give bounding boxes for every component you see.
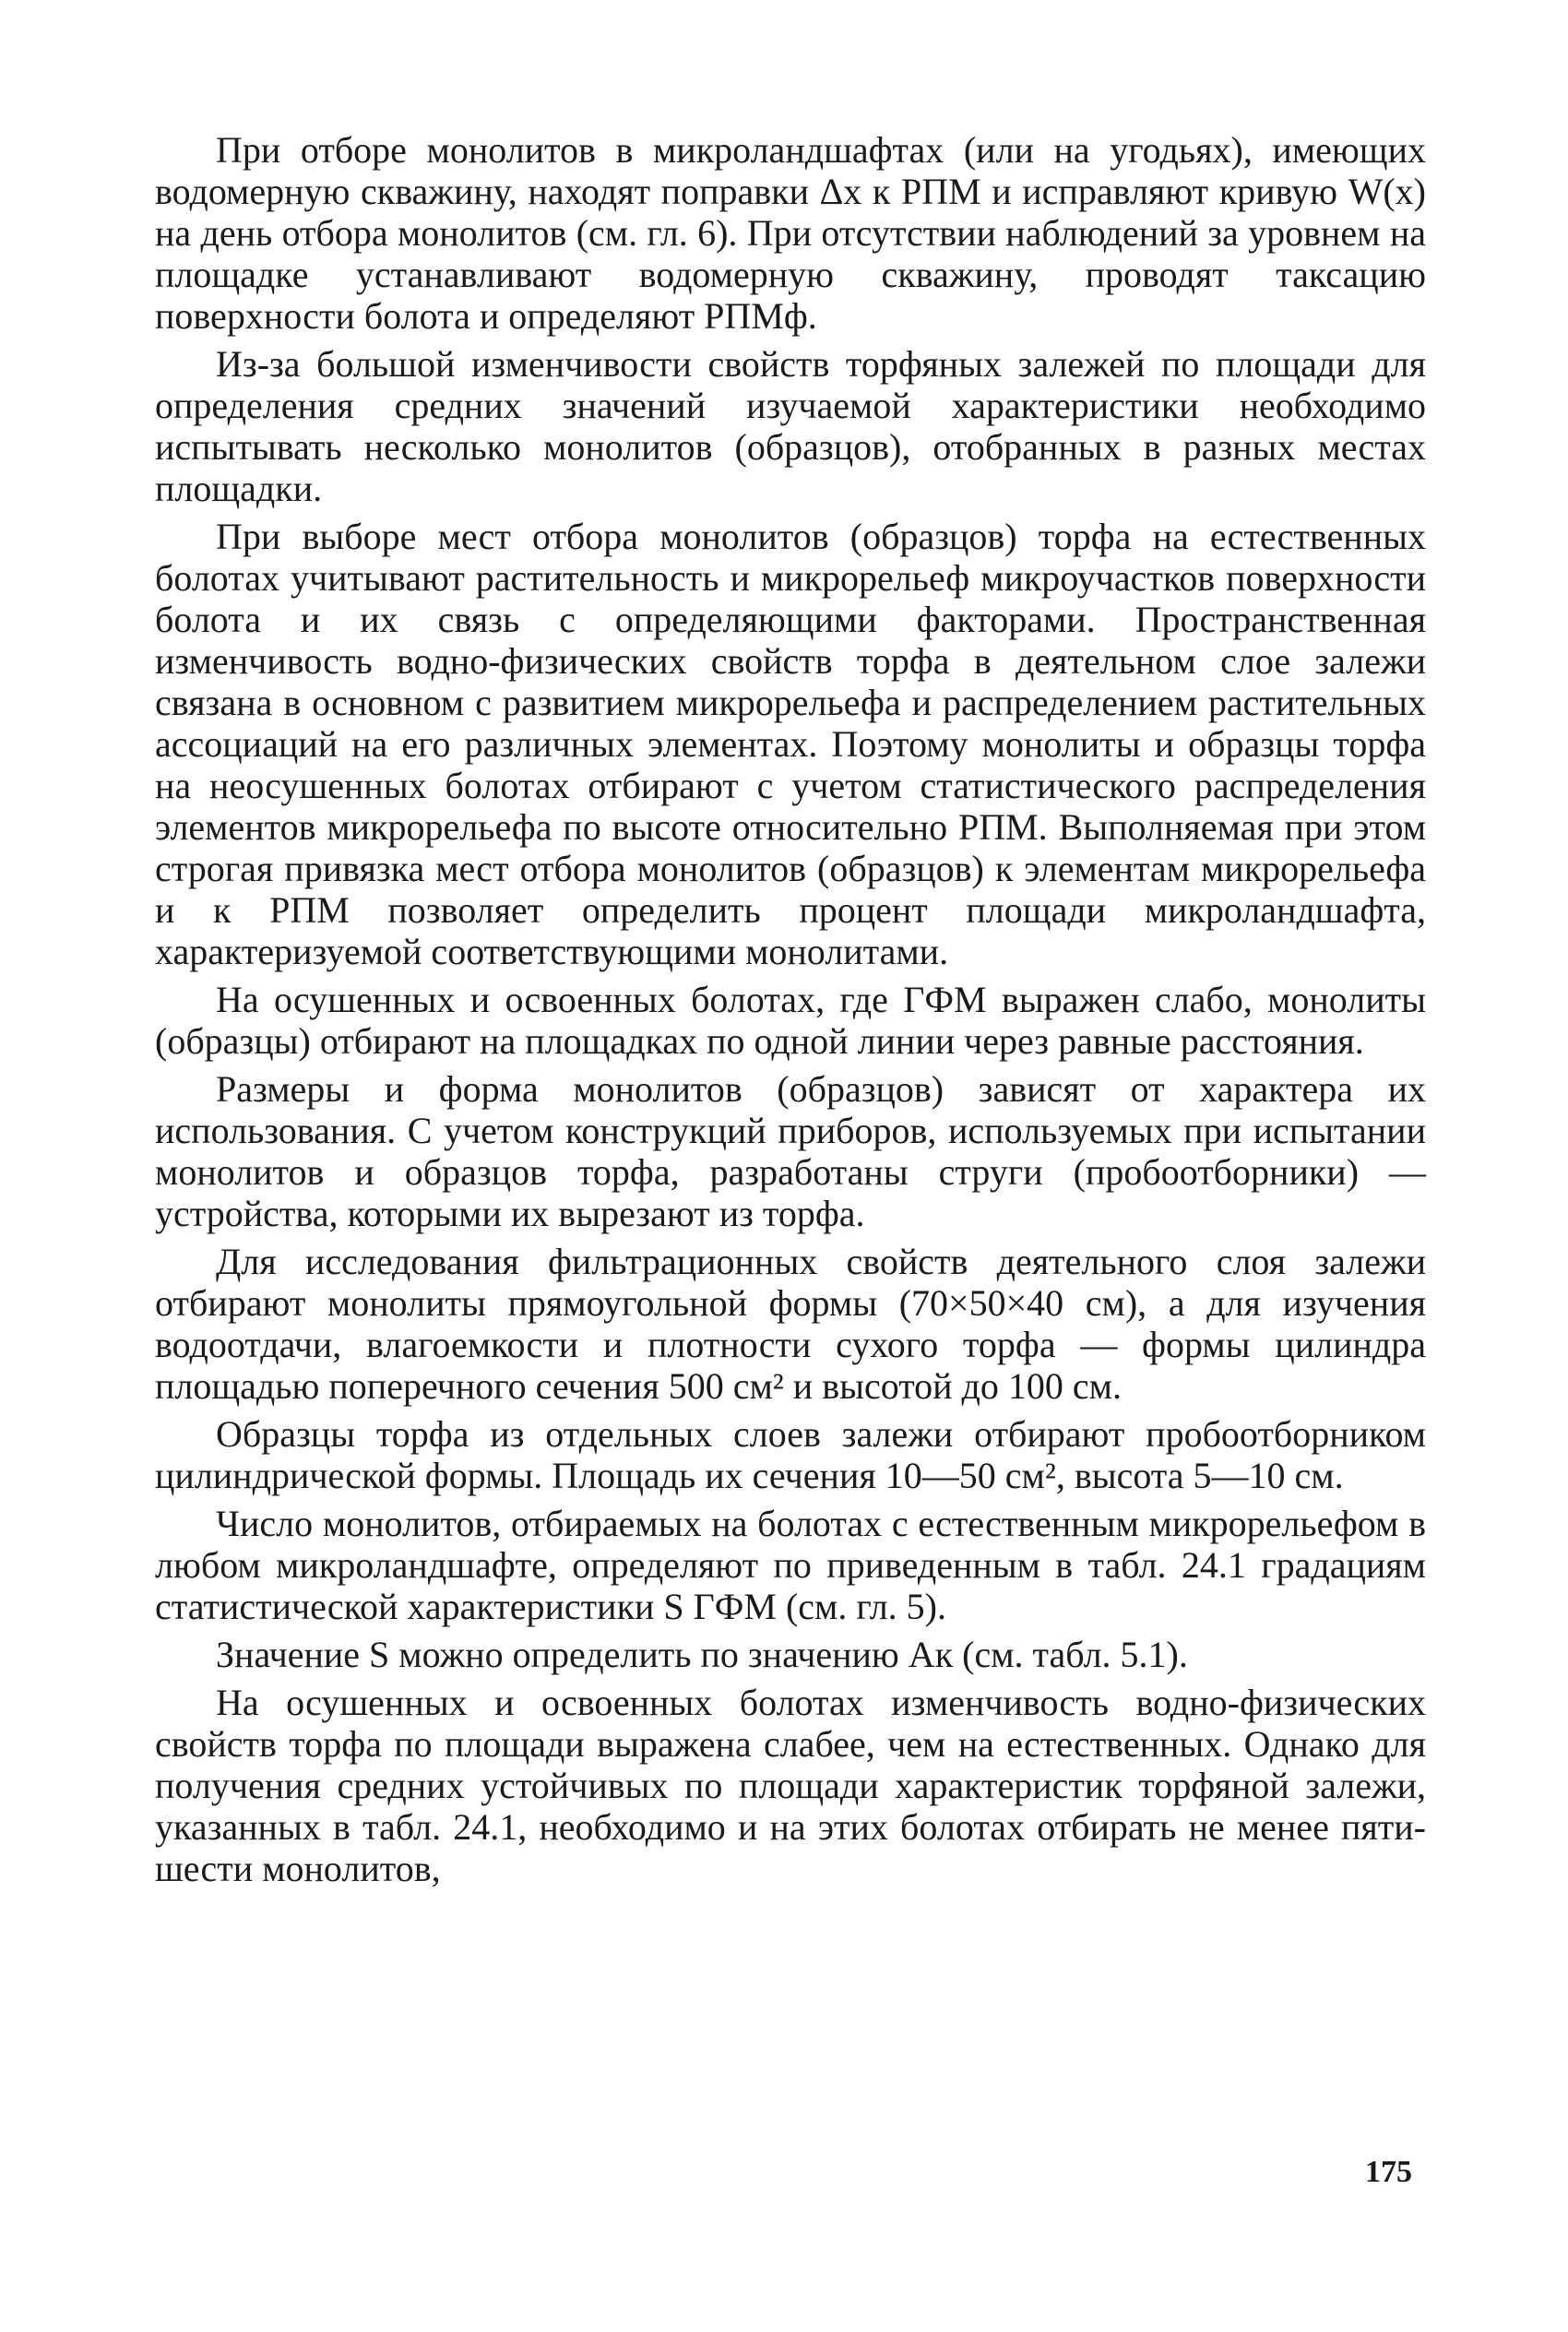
- paragraph-7: Образцы торфа из отдельных слоев залежи отбирают пробоотборником цилиндрической формы. Площадь их сечения 10—50 см², высота 5—10 см.: [155, 1413, 1426, 1496]
- paragraph-1: При отборе монолитов в микроландшафтах (или на угодьях), имеющих водомерную скважину, находят поправки Δx к РПМ и исправляют кривую W(x) на день отбора монолитов (см. гл. 6). При отсутствии наблюдений за уровнем на площадке устанавливают водомерную скважину, проводят таксацию поверхности болота и определяют РПМф.: [155, 129, 1426, 337]
- paragraph-5: Размеры и форма монолитов (образцов) зависят от характера их использования. С учетом конструкций приборов, используемых при испытании монолитов и образцов торфа, разработаны струги (пробоотборники) — устройства, которыми их вырезают из торфа.: [155, 1068, 1426, 1234]
- paragraph-2: Из-за большой изменчивости свойств торфяных залежей по площади для определения средних значений изучаемой характеристики необходимо испытывать несколько монолитов (образцов), отобранных в разных местах площадки.: [155, 343, 1426, 509]
- paragraph-4: На осушенных и освоенных болотах, где ГФМ выражен слабо, монолиты (образцы) отбирают на площадках по одной линии через равные расстояния.: [155, 979, 1426, 1062]
- paragraph-6: Для исследования фильтрационных свойств деятельного слоя залежи отбирают монолиты прямоугольной формы (70×50×40 см), а для изучения водоотдачи, влагоемкости и плотности сухого торфа — формы цилиндра площадью поперечного сечения 500 см² и высотой до 100 см.: [155, 1241, 1426, 1407]
- paragraph-9: Значение S можно определить по значению Aк (см. табл. 5.1).: [216, 1634, 1188, 1675]
- page-number: 175: [1365, 2155, 1412, 2189]
- page-body: [155, 129, 1426, 1896]
- paragraph-10: На осушенных и освоенных болотах изменчивость водно-физических свойств торфа по площади выражена слабее, чем на естественных. Однако для получения средних устойчивых по площади характеристик торфяной залежи, указанных в табл. 24.1, необходимо и на этих болотах отбирать не менее пяти-шести монолитов,: [155, 1682, 1426, 1889]
- paragraph-3: При выборе мест отбора монолитов (образцов) торфа на естественных болотах учитывают растительность и микрорельеф микроучастков поверхности болота и их связь с определяющими факторами. Пространственная изменчивость водно-физических свойств торфа в деятельном слое залежи связана в основном с развитием микрорельефа и распределением растительных ассоциаций на его различных элементах. Поэтому монолиты и образцы торфа на неосушенных болотах отбирают с учетом статистического распределения элементов микрорельефа по высоте относительно РПМ. Выполняемая при этом строгая привязка мест отбора монолитов (образцов) к элементам микрорельефа и к РПМ позволяет определить процент площади микроландшафта, характеризуемой соответствующими монолитами.: [155, 516, 1426, 972]
- paragraph-8: Число монолитов, отбираемых на болотах с естественным микрорельефом в любом микроландшафте, определяют по приведенным в табл. 24.1 градациям статистической характеристики S ГФМ (см. гл. 5).: [155, 1503, 1426, 1627]
